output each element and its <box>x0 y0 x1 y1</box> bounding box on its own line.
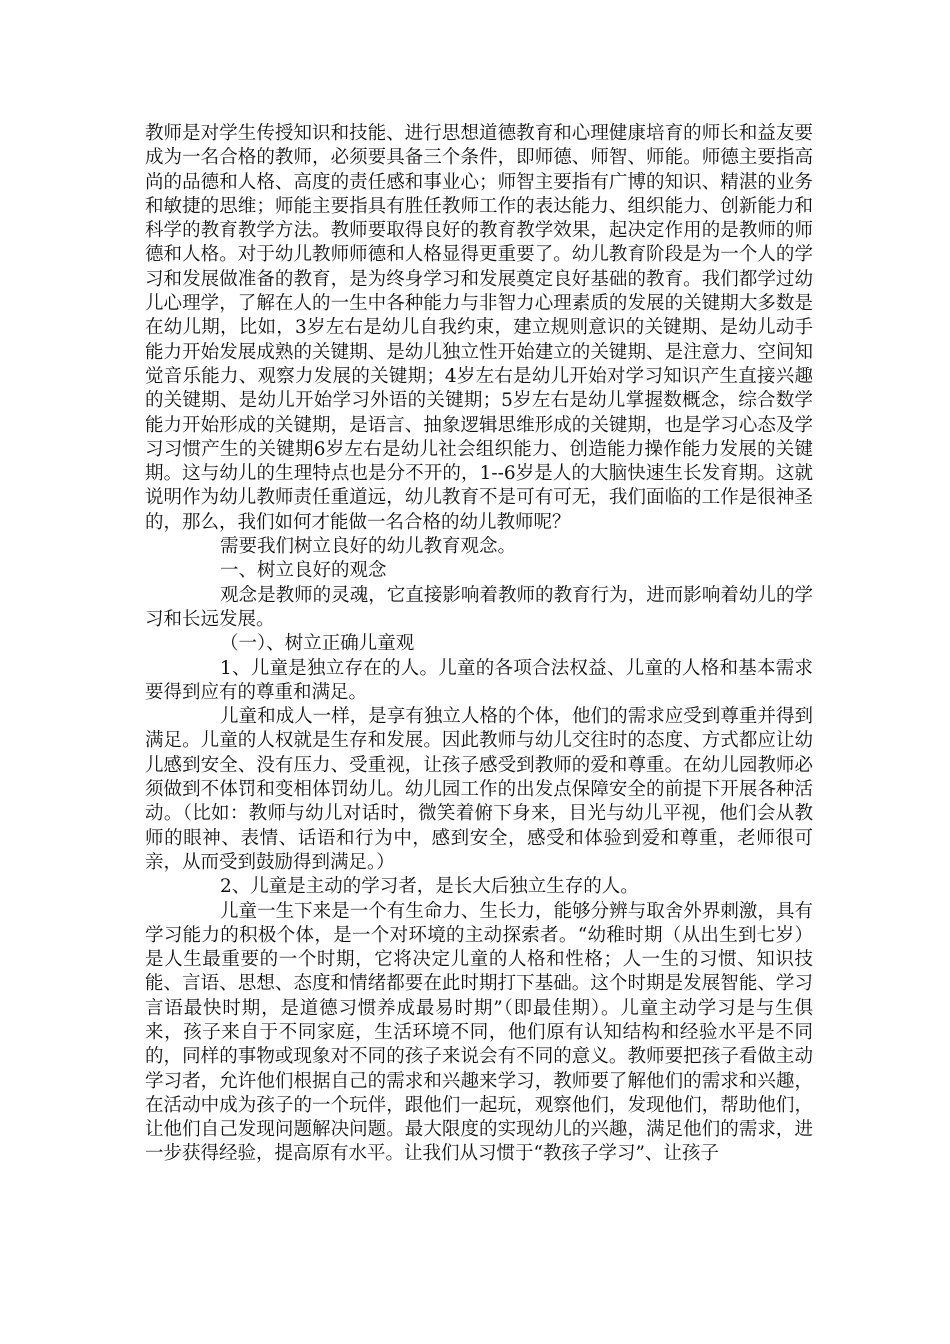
document-page <box>145 122 813 1167</box>
point-1-body: 儿童和成人一样，是享有独立人格的个体，他们的需求应受到尊重并得到满足。儿童的人权就是生存和发展。因此教师与幼儿交往时的态度、方式都应让幼儿感到安全、没有压力、受重视，让孩子感受到教师的爱和尊重。在幼儿园教师必须做到不体罚和变相体罚幼儿。幼儿园工作的出发点保障安全的前提下开展各种活动。（比如：教师与幼儿对话时，微笑着俯下身来，目光与幼儿平视，他们会从教师的眼神、表情、话语和行为中，感到安全，感受和体验到爱和尊重，老师很可亲，从而受到鼓励得到满足。） <box>145 706 813 873</box>
point-1-heading: 1、儿童是独立存在的人。儿童的各项合法权益、儿童的人格和基本需求要得到应有的尊重和满足。 <box>145 657 813 703</box>
intro-paragraph: 教师是对学生传授知识和技能、进行思想道德教育和心理健康培育的师长和益友要成为一名合格的教师，必须要具备三个条件，即师德、师智、师能。师德主要指高尚的品德和人格、高度的责任感和事业心；师智主要指有广博的知识、精湛的业务和敏捷的思维；师能主要指具有胜任教师工作的表达能力、组织能力、创新能力和科学的教育教学方法。教师要取得良好的教育教学效果，起决定作用的是教师的师德和人格。对于幼儿教师师德和人格显得更重要了。幼儿教育阶段是为一个人的学习和发展做准备的教育，是为终身学习和发展奠定良好基础的教育。我们都学过幼儿心理学，了解在人的一生中各种能力与非智力心理素质的发展的关键期大多数是在幼儿期，比如，3岁左右是幼儿自我约束，建立规则意识的关键期、是幼儿动手能力开始发展成熟的关键期、是幼儿独立性开始建立的关键期、是注意力、空间知觉音乐能力、观察力发展的关键期；4岁左右是幼儿开始对学习知识产生直接兴趣的关键期、是幼儿开始学习外语的关键期；5岁左右是幼儿掌握数概念，综合数学能力开始形成的关键期，是语言、抽象逻辑思维形成的关键期，也是学习心态及学习习惯产生的关键期6岁左右是幼儿社会组织能力、创造能力操作能力发展的关键期。这与幼儿的生理特点也是分不开的，1--6岁是人的大脑快速生长发育期。这就说明作为幼儿教师责任重道远，幼儿教育不是可有可无，我们面临的工作是很神圣的，那么，我们如何才能做一名合格的幼儿教师呢？ <box>145 123 813 533</box>
point-2-body: 儿童一生下来是一个有生命力、生长力，能够分辨与取舍外界刺激，具有学习能力的积极个体，是一个对环境的主动探索者。“幼稚时期（从出生到七岁）是人生最重要的一个时期，它将决定儿童的人格和性格；人一生的习惯、知识技能、言语、思想、态度和情绪都要在此时期打下基础。这个时期是发展智能、学习言语最快时期，是道德习惯养成最易时期”（即最佳期）。儿童主动学习是与生俱来，孩子来自于不同家庭，生活环境不同，他们原有认知结构和经验水平是不同的，同样的事物或现象对不同的孩子来说会有不同的意义。教师要把孩子看做主动学习者，允许他们根据自己的需求和兴趣来学习，教师要了解他们的需求和兴趣，在活动中成为孩子的一个玩伴，跟他们一起玩，观察他们，发现他们，帮助他们，让他们自己发现问题解决问题。最大限度的实现幼儿的兴趣，满足他们的需求，进一步获得经验，提高原有水平。让我们从习惯于“教孩子学习”、让孩子 <box>145 900 813 1165</box>
concept-statement: 需要我们树立良好的幼儿教育观念。 <box>220 536 517 558</box>
section-heading-1: 一、树立良好的观念 <box>220 560 387 582</box>
subsection-heading-1: （一）、树立正确儿童观 <box>220 633 415 655</box>
concept-paragraph: 观念是教师的灵魂，它直接影响着教师的教育行为，进而影响着幼儿的学习和长远发展。 <box>145 584 813 630</box>
point-2-heading: 2、儿童是主动的学习者，是长大后独立生存的人。 <box>220 876 639 898</box>
